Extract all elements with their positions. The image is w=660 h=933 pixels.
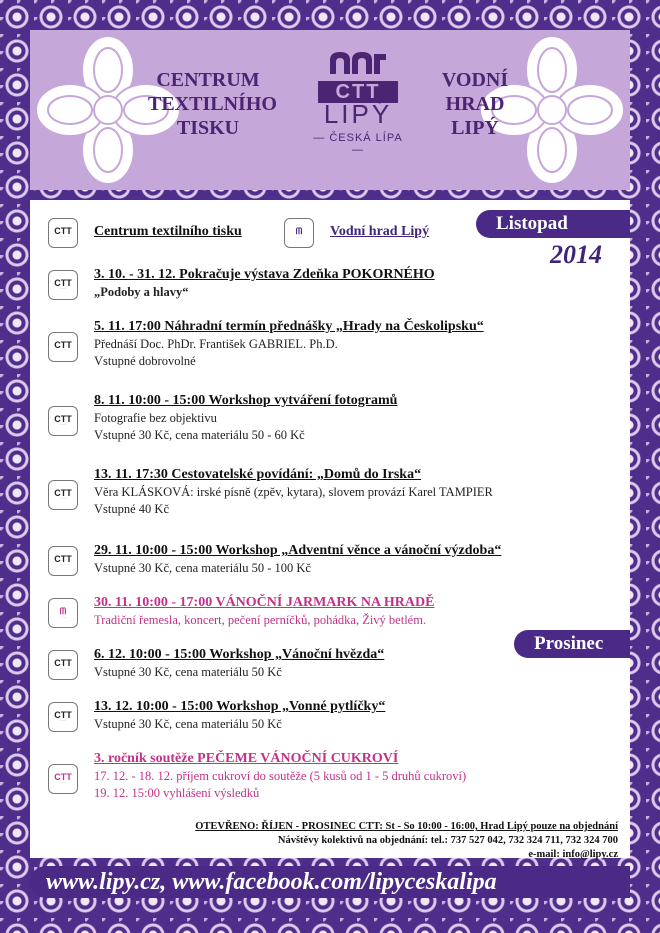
ctt-venue-icon: CTT ·······	[48, 480, 78, 510]
event-title: 5. 11. 17:00 Náhradní termín přednášky „Hrady na Českolipsku“	[94, 319, 484, 334]
ctt-venue-icon: CTT ·······	[48, 406, 78, 436]
ctt-venue-icon: CTT ·······	[48, 218, 78, 248]
event-title: 30. 11. 10:00 - 17:00 VÁNOČNÍ JARMARK NA HRADĚ	[94, 595, 435, 610]
ctt-venue-icon: CTT ·······	[48, 764, 78, 794]
event-detail: Vstupné dobrovolné	[94, 354, 196, 368]
event-detail: Vstupné 30 Kč, cena materiálu 50 Kč	[94, 665, 282, 679]
event-title: 29. 11. 10:00 - 15:00 Workshop „Adventní věnce a vánoční výzdoba“	[94, 543, 502, 558]
opening-hours	[195, 820, 618, 862]
ctt-logo-name: LIPÝ	[323, 99, 393, 129]
legend-ctt-label: Centrum textilního tisku	[94, 224, 242, 239]
event-detail: Přednáší Doc. PhDr. František GABRIEL. Ph.D.	[94, 337, 338, 351]
header-right-line: HRAD	[445, 93, 505, 115]
event-title: 3. ročník soutěže PEČEME VÁNOČNÍ CUKROVÍ	[94, 751, 399, 766]
event-detail: „Podoby a hlavy“	[94, 285, 189, 299]
ctt-logo-text: CTT	[318, 81, 398, 103]
ctt-venue-icon: CTT ·······	[48, 546, 78, 576]
event-detail: Vstupné 30 Kč, cena materiálu 50 Kč	[94, 717, 282, 731]
year-label: 2014	[550, 240, 602, 269]
event-detail: Fotografie bez objektivu	[94, 411, 217, 425]
legend-hrad-label: Vodní hrad Lipý	[330, 224, 430, 239]
header-left-title	[148, 68, 277, 140]
event-detail: Vstupné 40 Kč	[94, 502, 169, 516]
event-title: 6. 12. 10:00 - 15:00 Workshop „Vánoční hvězda“	[94, 647, 385, 662]
header-right-line: LIPÝ	[451, 117, 499, 139]
ctt-logo-mark-icon	[328, 50, 388, 74]
header-left-line: TEXTILNÍHO	[148, 93, 277, 115]
event-title: 13. 11. 17:30 Cestovatelské povídání: „Domů do Irska“	[94, 467, 422, 482]
event-detail: Vstupné 30 Kč, cena materiálu 50 - 60 Kč	[94, 428, 305, 442]
ctt-venue-icon: CTT ·······	[48, 702, 78, 732]
website-banner[interactable]: www.lipy.cz, www.facebook.com/lipyceskalipa	[30, 866, 630, 898]
event-detail: 19. 12. 15:00 vyhlášení výsledků	[94, 786, 260, 800]
ctt-logo-city: — ČESKÁ LÍPA —	[313, 132, 403, 156]
event-detail: Vstupné 30 Kč, cena materiálu 50 - 100 Kč	[94, 561, 311, 575]
event-title: 8. 11. 10:00 - 15:00 Workshop vytváření fotogramů	[94, 393, 398, 408]
email-line: e-mail: info@lipy.cz	[528, 849, 618, 860]
event-title: 13. 12. 10:00 - 15:00 Workshop „Vonné pytlíčky“	[94, 699, 386, 714]
header-left-line: TISKU	[176, 117, 240, 139]
group-visits-line: Návštěvy kolektivů na objednání: tel.: 737 527 042, 732 324 711, 732 324 700	[277, 835, 618, 846]
event-title: 3. 10. - 31. 12. Pokračuje výstava Zdeňka POKORNÉHO	[94, 267, 435, 282]
event-detail: 17. 12. - 18. 12. příjem cukroví do soutěže (5 kusů od 1 - 5 druhů cukroví)	[94, 769, 467, 783]
header-right-line: VODNÍ	[441, 69, 509, 91]
program-panel	[30, 200, 630, 858]
event-detail: Věra KLÁSKOVÁ: irské písně (zpěv, kytara), slovem provází Karel TAMPIER	[94, 485, 493, 499]
ctt-venue-icon: CTT ·······	[48, 650, 78, 680]
header-panel	[30, 30, 630, 190]
month-label-december: Prosinec	[514, 630, 630, 658]
ctt-venue-icon: CTT ·······	[48, 332, 78, 362]
header-left-line: CENTRUM	[156, 69, 260, 91]
opening-hours-line: OTEVŘENO: ŘÍJEN - PROSINEC CTT: St - So 10:00 - 16:00, Hrad Lipý pouze na objednání	[195, 821, 618, 832]
event-detail: Tradiční řemesla, koncert, pečení perníčků, pohádka, Živý betlém.	[94, 613, 427, 627]
month-label-november: Listopad	[476, 210, 630, 238]
ctt-venue-icon: CTT ·······	[48, 270, 78, 300]
ctt-logo	[310, 50, 406, 156]
hrad-venue-icon: ᗰ ·······	[284, 218, 314, 248]
header-right-title	[420, 68, 530, 140]
hrad-venue-icon: ᗰ ·······	[48, 598, 78, 628]
